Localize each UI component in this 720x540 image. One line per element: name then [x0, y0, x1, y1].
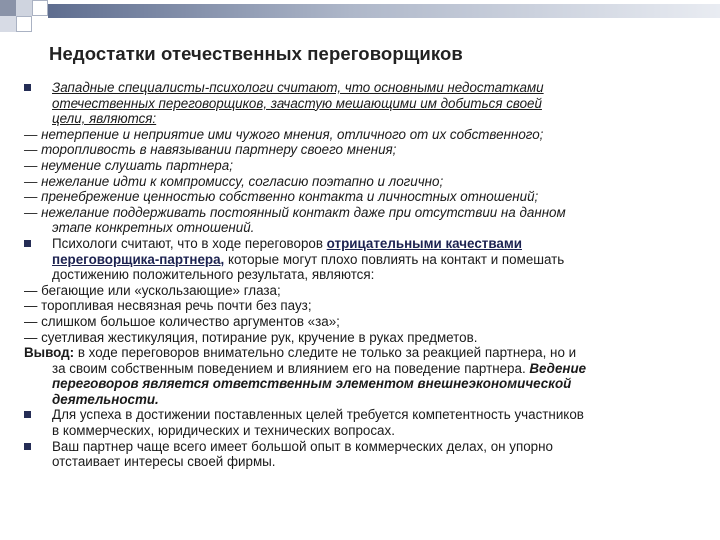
text-line: отечественных переговорщиков, зачастую мешающими им добиться своей — [52, 95, 542, 111]
dash-list-1 — [24, 127, 698, 236]
header-decoration — [0, 0, 720, 40]
emphasis-text: деятельности. — [52, 391, 159, 407]
slide-title: Недостатки отечественных переговорщиков — [49, 43, 463, 64]
bullet-paragraph-4 — [24, 439, 698, 470]
slide-body — [24, 80, 698, 470]
dash-item: — торопливость в навязывании партнеру своего мнения; — [24, 142, 397, 158]
highlighted-text: переговорщика-партнера, — [52, 251, 225, 267]
text-run: за своим собственным поведением и влиянием его на поведение партнера. — [52, 360, 530, 376]
bullet-paragraph-1 — [24, 80, 698, 127]
highlighted-text: отрицательными качествами — [326, 235, 522, 251]
bullet-paragraph-2 — [24, 236, 698, 283]
bullet-paragraph-3 — [24, 407, 698, 438]
text-line: цели, являются: — [52, 111, 157, 127]
deco-square — [16, 0, 32, 16]
text-line: в коммерческих, юридических и технических вопросах. — [52, 423, 395, 439]
square-bullet-icon — [24, 411, 31, 418]
text-run: которые могут плохо повлиять на контакт и помешать — [224, 251, 565, 267]
deco-square — [32, 0, 48, 16]
emphasis-text: переговоров является ответственным элементом внешнеэкономической — [52, 376, 572, 392]
text-line: достижению положительного результата, являются: — [52, 267, 375, 283]
dash-item: — нежелание идти к компромиссу, согласию поэтапно и логично; — [24, 173, 444, 189]
square-bullet-icon — [24, 443, 31, 450]
text-run: в ходе переговоров внимательно следите не только за реакцией партнера, но и — [74, 345, 577, 361]
dash-item: — нетерпение и неприятие ими чужого мнения, отличного от их собственного; — [24, 126, 544, 142]
emphasis-text: Ведение — [529, 360, 587, 376]
conclusion-label: Вывод: — [24, 345, 75, 361]
square-bullet-icon — [24, 84, 31, 91]
dash-item: — торопливая несвязная речь почти без пауз; — [24, 298, 312, 314]
text-line: Для успеха в достижении поставленных целей требуется компетентность участников — [52, 407, 584, 423]
dash-item: — неумение слушать партнера; — [24, 157, 233, 173]
dash-item: — суетливая жестикуляция, потирание рук, кручение в руках предметов. — [24, 329, 478, 345]
text-line: Западные специалисты-психологи считают, что основными недостатками — [52, 80, 544, 95]
text-line — [52, 252, 698, 268]
dash-item: — слишком большое количество аргументов «за»; — [24, 313, 340, 329]
text-run: Психологи считают, что в ходе переговоров — [52, 235, 327, 251]
header-gradient-bar — [48, 4, 720, 18]
dash-item-line: — нежелание поддерживать постоянный контакт даже при отсутствии на данном — [24, 204, 566, 220]
dash-item — [24, 205, 698, 236]
square-bullet-icon — [24, 240, 31, 247]
text-line — [52, 236, 698, 252]
deco-square — [16, 16, 32, 32]
deco-square — [0, 16, 16, 32]
text-line — [24, 345, 698, 361]
conclusion-paragraph — [24, 345, 698, 407]
text-line: Ваш партнер чаще всего имеет большой опыт в коммерческих делах, он упорно — [52, 438, 553, 454]
dash-item: — бегающие или «ускользающие» глаза; — [24, 282, 281, 298]
dash-item: — пренебрежение ценностью собственно контакта и личностных отношений; — [24, 189, 539, 205]
text-line: отстаивает интересы своей фирмы. — [52, 454, 276, 470]
text-line — [24, 361, 698, 377]
dash-item-continuation: этапе конкретных отношений. — [52, 220, 255, 236]
dash-list-2 — [24, 283, 698, 345]
deco-square — [0, 0, 16, 16]
